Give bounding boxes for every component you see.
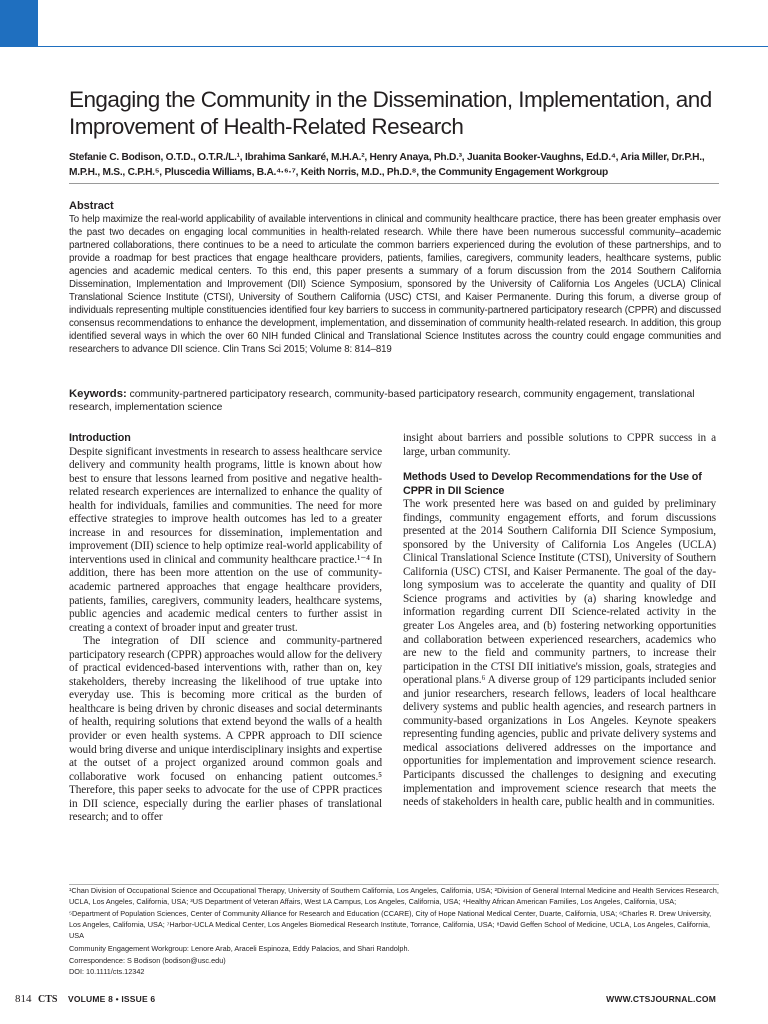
journal-abbrev: CTS xyxy=(38,994,58,1005)
volume-issue: VOLUME 8 • ISSUE 6 xyxy=(67,994,156,1004)
page-footer-left xyxy=(15,993,155,1005)
footnotes xyxy=(69,884,719,977)
left-column xyxy=(69,432,382,825)
keywords-text: community-partnered participatory research, community-based participatory research, community engagement, translational research, implementation science xyxy=(69,389,695,413)
workgroup-footnote: Community Engagement Workgroup: Lenore Arab, Araceli Espinoza, Eddy Palacios, and Shari Randolph. xyxy=(69,944,410,954)
abstract-body: To help maximize the real-world applicability of available interventions in clinical and community healthcare practice, there has been greater emphasis over the past two decades on engaging local communities in health-related research. While there have been numerous successful community–academic partnered collaborations, there continues to be a need to articulate the common barriers experienced during the evolution of these partnerships, and to provide a roadmap for best practices that engage healthcare providers, patients, families, caregivers, community leaders, healthcare systems, public agencies and academic medical centers. To this end, this paper presents a summary of a forum discussion from the 2014 Southern California Dissemination, Implementation and Improvement (DII) Science Symposium, sponsored by the University of California Los Angeles (UCLA) Clinical Translational Science Institute (CTSI), University of Southern California (USC) CTSI, and Kaiser Permanente. During this forum, a diverse group of individuals representing multiple constituencies identified four key barriers to success in community-partnered participatory research (CPPR) and discussed consensus recommendations to enhance the development, implementation, and dissemination of community health-related research. In addition, this group identified several ways in which the over 60 NIH funded Clinical and Translational Science Institutes across the country could engage communities and researchers to advance DII science. Clin Trans Sci 2015; Volume 8: 814–819 xyxy=(69,214,721,356)
keywords xyxy=(69,388,729,414)
doi-footnote: DOI: 10.1111/cts.12342 xyxy=(69,967,145,977)
right-column xyxy=(403,432,716,810)
affiliations-footnote: ¹Chan Division of Occupational Science and Occupational Therapy, University of Southern California, Los Angeles, California, USA; ²Division of General Internal Medicine and Health Services Research, UCLA, Los Angeles, California, USA; ³US Department of Veteran Affairs, West LA Campus, Los Angeles, California, USA; ⁴Healthy African American Families, Los Angeles, California, USA; ⁵Department of Population Sciences, Center of Community Alliance for Research and Education (CCARE), City of Hope National Medical Center, Duarte, California, USA; ⁶Charles R. Drew University, Los Angeles, California, USA; ⁷Harbor-UCLA Medical Center, Los Angeles Biomedical Research Institute, Torrance, California, USA; ⁸David Geffen School of Medicine, UCLA, Los Angeles, California, USA xyxy=(69,886,719,941)
introduction-paragraph-1: Despite significant investments in research to assess healthcare service delivery and community health programs, little is known about how best to ensure that lessons learned from positive and negative health-related research experiences are internalized to enhance the quality of health for individuals, families and communities. The need for more effective strategies to improve health outcomes has led to a greater increase in and resources for dissemination, implementation and improvement (DII) science to help optimize real-world applicability of interventions used in clinical and community healthcare practice.¹⁻⁴ In addition, there has been more attention on the use of community-academic partnered approaches that engage healthcare providers, patients, families, caregivers, community leaders, healthcare systems, public agencies and academic medical centers to further assist in creating a context of broader input and greater trust. xyxy=(69,445,382,634)
introduction-paragraph-2: The integration of DII science and community-partnered participatory research (CPPR) approaches would allow for the delivery of practical evidenced-based interventions with, rather than on, key stakeholders, thereby increasing the likelihood of true uptake into everyday use. This is becoming more critical as the burden of healthcare is being driven by chronic diseases and social determinants of health, requiring solutions that extend beyond the walls of a health provider or even health systems. A CPPR approach to DII science would bring diverse and unique interdisciplinary insights and expertise at the outset of a project organized around common goals and collaborative work focused on enhancing patient outcomes.⁵ Therefore, this paper seeks to advocate for the use of CPPR practices in DII science, especially during the earlier phases of translational research; and to offer xyxy=(69,635,382,824)
abstract-heading: Abstract xyxy=(69,200,114,212)
keywords-label: Keywords: xyxy=(69,388,127,400)
methods-paragraph-1: The work presented here was based on and guided by preliminary findings, community engagement efforts, and forum discussions presented at the 2014 Southern California DII Science Symposium, sponsored by the University of California Los Angeles (UCLA) Clinical Translational Science Institute (CTSI), University of Southern California (USC) CTSI, and Kaiser Permanente. The goal of the day-long symposium was to accelerate the quantity and quality of DII Science programs and activities by (a) sharing knowledge and information regarding current DII Science-related activity in the greater Los Angeles area, and (b) fostering networking opportunities and collaboration between experienced researchers, academics who are new to the field and community partners, to increase their participation in the CTSI DII initiative's mission, goals, strategies and operational plans.⁶ A diverse group of 129 participants included senior and junior researchers, research fellows, leaders of local healthcare delivery systems and public health agencies, and research partners in community-based organizations in Los Angeles. Keynote speakers representing funding agencies, public and private delivery systems and medical associations delivered addresses on the importance and opportunities for implementation and improvement science research. Participants discussed the challenges to designing and executing implementation and improvement science research that meets the needs of stakeholders in health care, public health and in communities. xyxy=(403,498,716,809)
header-rule xyxy=(38,46,768,47)
article-title: Engaging the Community in the Dissemination, Implementation, and Improvement of Health-Related Research xyxy=(69,87,712,139)
header-blue-block xyxy=(0,0,38,47)
authors-divider xyxy=(69,183,719,184)
methods-heading: Methods Used to Develop Recommendations for the Use of CPPR in DII Science xyxy=(403,471,702,497)
introduction-heading: Introduction xyxy=(69,432,131,444)
correspondence-footnote: Correspondence: S Bodison (bodison@usc.edu) xyxy=(69,955,226,965)
introduction-paragraph-2-continued: insight about barriers and possible solutions to CPPR success in a large, urban community. xyxy=(403,432,716,458)
journal-website[interactable]: WWW.CTSJOURNAL.COM xyxy=(606,994,716,1004)
author-list: Stefanie C. Bodison, O.T.D., O.T.R./L.¹, Ibrahima Sankaré, M.H.A.², Henry Anaya, Ph.D.³, Juanita Booker-Vaughns, Ed.D.⁴, Aria Miller, Dr.P.H., M.P.H., M.S., C.P.H.⁵, Pluscedia Williams, B.A.⁴·⁶·⁷, Keith Norris, M.D., Ph.D.⁸, the Community Engagement Workgroup xyxy=(69,152,705,178)
page-number: 814 xyxy=(15,993,32,1005)
